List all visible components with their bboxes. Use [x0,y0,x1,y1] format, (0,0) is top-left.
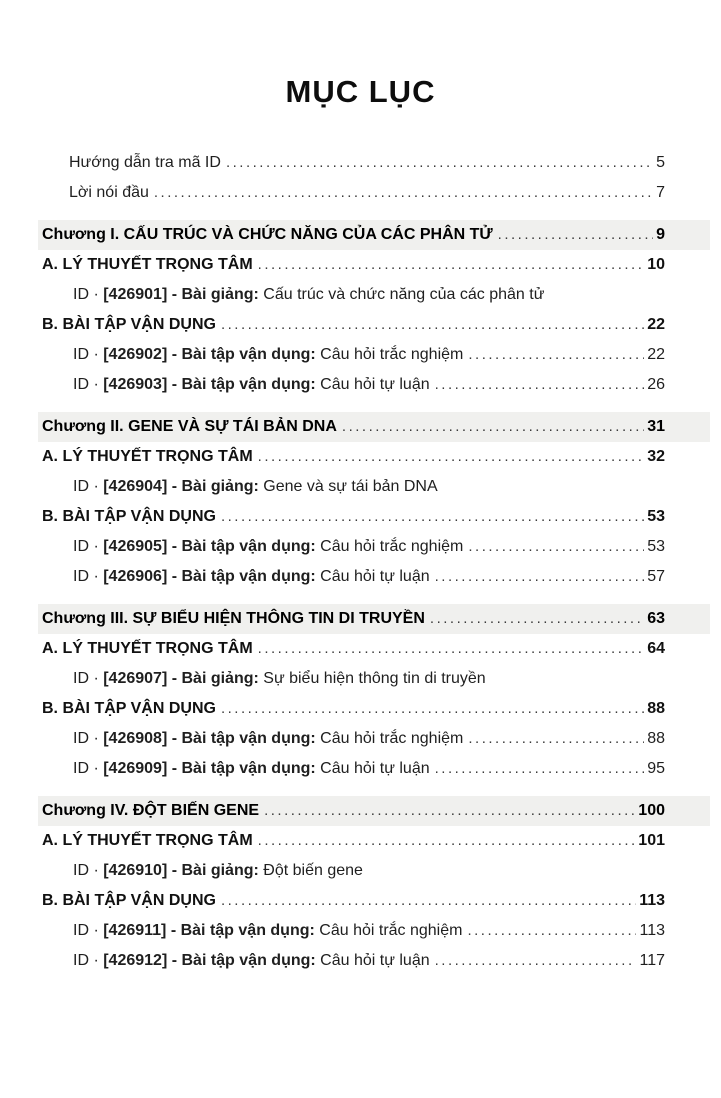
dot-leader [258,634,645,664]
entry-id-text: Câu hỏi tự luận [315,568,430,585]
entry-page-number: 101 [638,832,665,849]
entry-page-number: 53 [647,538,665,555]
entry-label [73,664,486,694]
dot-leader [226,148,653,178]
entry-page-number: 113 [639,922,665,939]
toc-entry-id [73,916,665,946]
entry-id-bold: [426905] - Bài tập vận dụng: [103,538,316,555]
dot-leader [435,754,645,784]
entry-id-text: Câu hỏi tự luận [315,376,430,393]
entry-id-text: Câu hỏi tự luận [315,760,430,777]
entry-label: A. LÝ THUYẾT TRỌNG TÂM [42,448,253,465]
entry-id-prefix: ID · [73,760,104,777]
toc-entry-id [73,370,665,400]
entry-page-number: 113 [639,892,665,909]
entry-label: B. BÀI TẬP VẬN DỤNG [42,316,216,333]
entry-id-bold: [426908] - Bài tập vận dụng: [103,730,316,747]
entry-page-number: 32 [647,448,665,465]
entry-id-text: Câu hỏi trắc nghiệm [315,730,464,747]
entry-label [73,754,430,784]
dot-leader [467,916,636,946]
entry-label [73,340,463,370]
entry-page-number: 88 [647,730,665,747]
toc-entry-section [42,634,665,664]
entry-id-prefix: ID · [73,952,104,969]
toc-entry-id [73,472,665,502]
entry-id-prefix: ID · [73,346,104,363]
toc-entry-section [42,886,665,916]
entry-page-number: 26 [647,376,665,393]
toc-entry-chapter [38,604,710,634]
toc-entry-front [69,148,665,178]
entry-id-bold: [426903] - Bài tập vận dụng: [103,376,316,393]
entry-id-bold: [426910] - Bài giảng: [103,862,259,879]
entry-id-bold: [426906] - Bài tập vận dụng: [103,568,316,585]
entry-id-bold: [426901] - Bài giảng: [103,286,259,303]
dot-leader [264,796,635,826]
toc-entry-section [42,826,665,856]
toc-page [0,74,721,1098]
entry-id-bold: [426902] - Bài tập vận dụng: [103,346,316,363]
entry-id-prefix: ID · [73,286,104,303]
entry-page-number: 100 [638,802,665,819]
entry-id-prefix: ID · [73,478,104,495]
entry-page-number: 63 [647,610,665,627]
entry-label: Chương III. SỰ BIỂU HIỆN THÔNG TIN DI TRUYỀN [42,610,425,627]
entry-id-prefix: ID · [73,730,104,747]
entry-page-number: 88 [647,700,665,717]
toc-entry-id [73,856,665,886]
toc-entry-section [42,442,665,472]
entry-label [73,370,430,400]
entry-label [73,562,430,592]
entry-label [73,856,363,886]
entry-label: Hướng dẫn tra mã ID [69,154,221,171]
entry-label: Chương IV. ĐỘT BIẾN GENE [42,802,260,819]
entry-label: B. BÀI TẬP VẬN DỤNG [42,508,216,525]
entry-page-number: 95 [647,760,665,777]
entry-id-text: Sự biểu hiện thông tin di truyền [258,670,486,687]
toc-list [0,148,721,976]
entry-id-prefix: ID · [73,538,104,555]
toc-entry-id [73,280,665,310]
dot-leader [435,370,645,400]
toc-entry-section [42,502,665,532]
entry-label [73,472,438,502]
dot-leader [468,532,644,562]
entry-page-number: 5 [656,154,665,171]
toc-entry-id [73,754,665,784]
toc-entry-id [73,664,665,694]
page-title: MỤC LỤC [285,74,436,109]
entry-page-number: 31 [647,418,665,435]
entry-label: A. LÝ THUYẾT TRỌNG TÂM [42,256,253,273]
entry-label [73,916,462,946]
entry-page-number: 22 [647,346,665,363]
entry-id-bold: [426904] - Bài giảng: [103,478,259,495]
dot-leader [258,250,645,280]
entry-page-number: 57 [647,568,665,585]
dot-leader [468,340,644,370]
entry-label [73,724,463,754]
toc-entry-id [73,724,665,754]
toc-entry-section [42,310,665,340]
entry-label: A. LÝ THUYẾT TRỌNG TÂM [42,832,253,849]
entry-label: B. BÀI TẬP VẬN DỤNG [42,700,216,717]
entry-id-text: Cấu trúc và chức năng của các phân tử [258,286,545,303]
dot-leader [435,562,645,592]
toc-entry-id [73,532,665,562]
dot-leader [498,220,653,250]
entry-id-bold: [426907] - Bài giảng: [103,670,259,687]
entry-id-text: Câu hỏi tự luận [315,952,430,969]
entry-id-text: Đột biến gene [258,862,363,879]
entry-id-prefix: ID · [73,670,104,687]
entry-id-bold: [426912] - Bài tập vận dụng: [103,952,316,969]
entry-label: Chương II. GENE VÀ SỰ TÁI BẢN DNA [42,418,337,435]
dot-leader [221,502,644,532]
entry-page-number: 53 [647,508,665,525]
dot-leader [221,886,636,916]
toc-entry-chapter [38,796,710,826]
entry-id-text: Câu hỏi trắc nghiệm [315,538,464,555]
toc-entry-id [73,946,665,976]
toc-entry-id [73,340,665,370]
toc-entry-section [42,250,665,280]
dot-leader [154,178,653,208]
entry-page-number: 7 [656,184,665,201]
toc-entry-chapter [38,220,710,250]
entry-id-prefix: ID · [73,376,104,393]
entry-page-number: 64 [647,640,665,657]
dot-leader [258,442,645,472]
entry-id-bold: [426909] - Bài tập vận dụng: [103,760,316,777]
entry-label [73,532,463,562]
toc-entry-chapter [38,412,710,442]
toc-entry-front [69,178,665,208]
entry-id-prefix: ID · [73,922,104,939]
entry-label [73,946,430,976]
dot-leader [342,412,644,442]
entry-id-text: Câu hỏi trắc nghiệm [314,922,463,939]
entry-label: A. LÝ THUYẾT TRỌNG TÂM [42,640,253,657]
entry-page-number: 10 [647,256,665,273]
entry-label [73,280,544,310]
entry-id-prefix: ID · [73,862,104,879]
dot-leader [221,694,644,724]
entry-id-bold: [426911] - Bài tập vận dụng: [103,922,315,939]
entry-id-text: Câu hỏi trắc nghiệm [315,346,464,363]
entry-page-number: 22 [647,316,665,333]
entry-page-number: 9 [656,226,665,243]
dot-leader [468,724,644,754]
toc-entry-section [42,694,665,724]
entry-page-number: 117 [639,952,665,969]
entry-id-prefix: ID · [73,568,104,585]
entry-label: Lời nói đầu [69,184,149,201]
toc-entry-id [73,562,665,592]
entry-label: B. BÀI TẬP VẬN DỤNG [42,892,216,909]
dot-leader [221,310,644,340]
dot-leader [430,604,644,634]
entry-label: Chương I. CẤU TRÚC VÀ CHỨC NĂNG CỦA CÁC PHÂN TỬ [42,226,493,243]
entry-id-text: Gene và sự tái bản DNA [258,478,438,495]
dot-leader [258,826,636,856]
dot-leader [435,946,637,976]
